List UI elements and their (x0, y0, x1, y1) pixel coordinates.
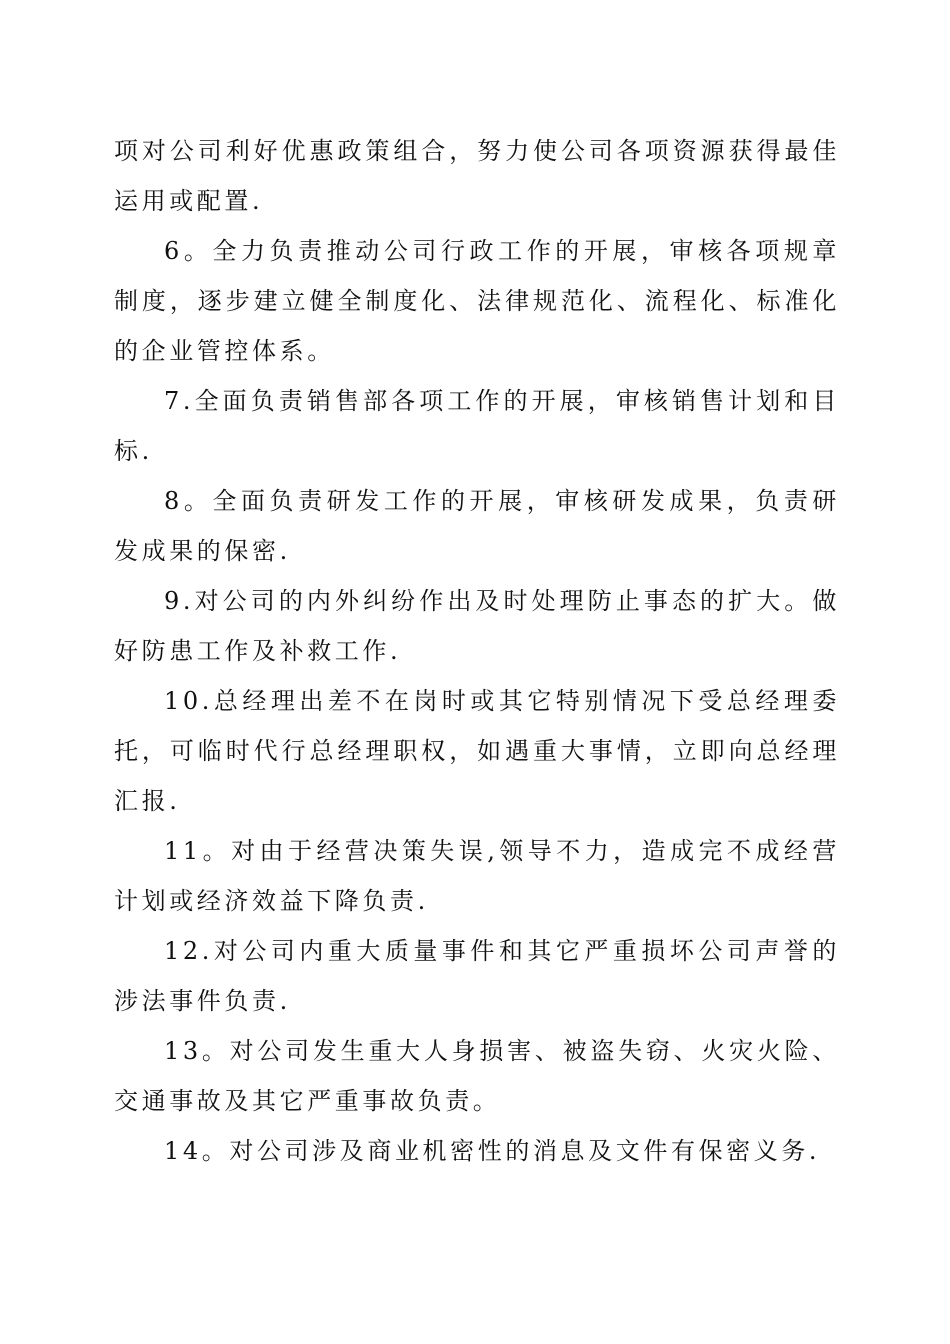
paragraph-item-14: 14。对公司涉及商业机密性的消息及文件有保密义务. (164, 1137, 821, 1165)
paragraph-item-8: 8。全面负责研发工作的开展，审核研发成果，负责研发成果的保密. (114, 487, 840, 565)
paragraph-item-7: 7.全面负责销售部各项工作的开展，审核销售计划和目标. (114, 387, 840, 465)
paragraph-item-10: 10.总经理出差不在岗时或其它特别情况下受总经理委托，可临时代行总经理职权，如遇重大事情，立即向总经理汇报. (114, 687, 840, 815)
paragraph-item-11: 11。对由于经营决策失误,领导不力，造成完不成经营计划或经济效益下降负责. (114, 837, 840, 915)
paragraph-item-13: 13。对公司发生重大人身损害、被盗失窃、火灾火险、交通事故及其它严重事故负责。 (114, 1037, 840, 1115)
paragraph-item-12: 12.对公司内重大质量事件和其它严重损坏公司声誉的涉法事件负责. (114, 937, 840, 1015)
paragraph-continuation: 项对公司利好优惠政策组合，努力使公司各项资源获得最佳运用或配置. (114, 137, 840, 215)
paragraph-item-6: 6。全力负责推动公司行政工作的开展，审核各项规章制度，逐步建立健全制度化、法律规范化、流程化、标准化的企业管控体系。 (114, 237, 840, 365)
paragraph-item-9: 9.对公司的内外纠纷作出及时处理防止事态的扩大。做好防患工作及补救工作. (114, 587, 840, 665)
